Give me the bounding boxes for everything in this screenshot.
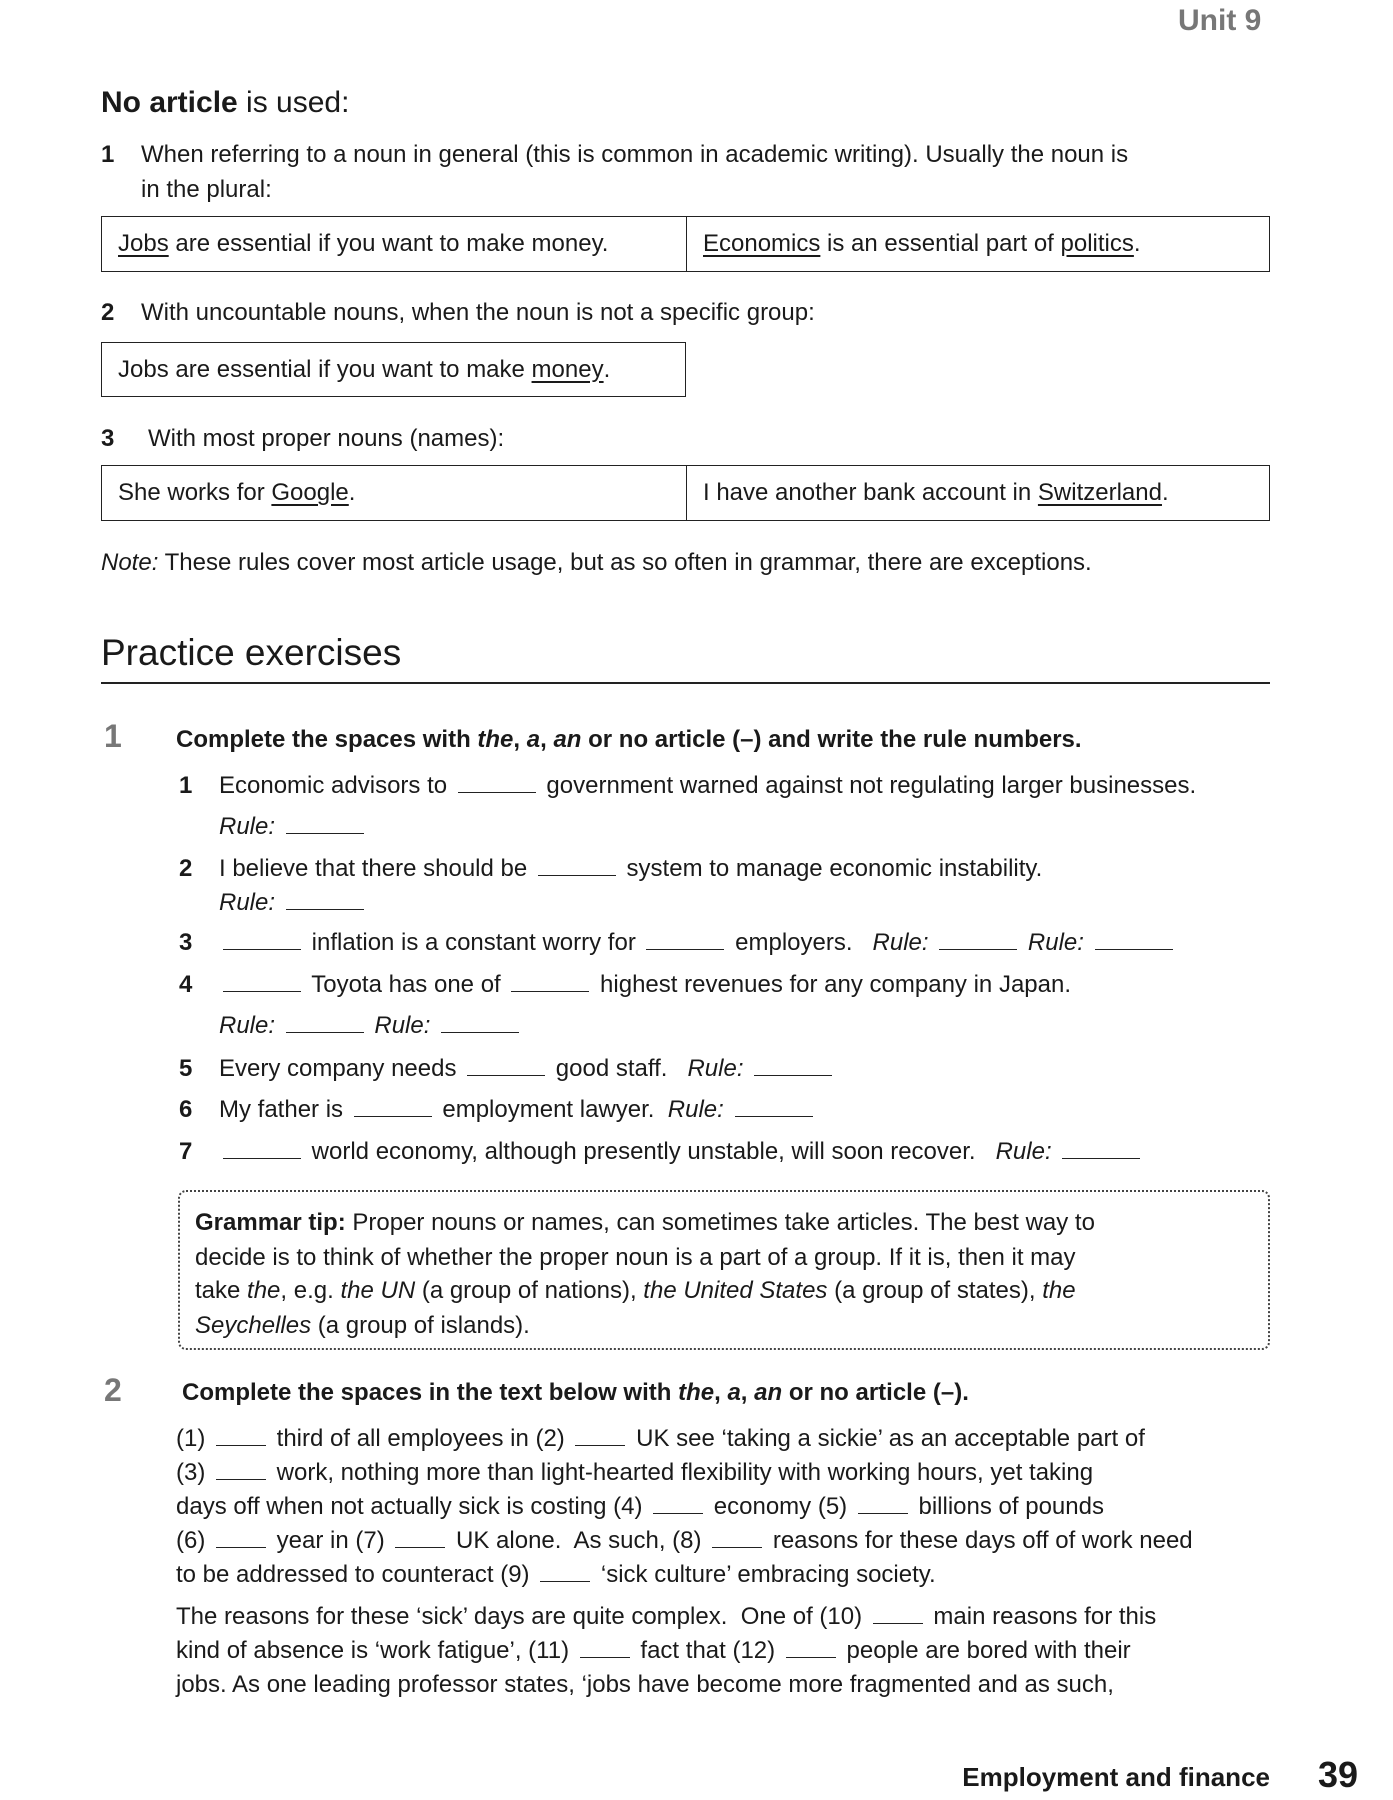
text: reasons for these days off of work need [766, 1527, 1193, 1554]
italic-text: Note: [101, 549, 159, 576]
bold-text: , [714, 1379, 728, 1406]
exercise-item [219, 888, 368, 918]
item-number: 7 [179, 1138, 193, 1165]
text: third of all employees in (2) [270, 1425, 572, 1452]
text: UK alone. As such, (8) [449, 1527, 709, 1554]
text: These rules cover most article usage, but as so often in grammar, there are exceptions. [158, 549, 1092, 576]
answer-blank[interactable] [286, 832, 364, 834]
section-heading [101, 86, 349, 120]
text: Toyota has one of [305, 971, 508, 998]
text: I believe that there should be [219, 855, 534, 882]
text: billions of pounds [911, 1493, 1104, 1520]
answer-blank[interactable] [575, 1444, 625, 1446]
italic-text: Seychelles [195, 1312, 312, 1339]
exercise-item [219, 970, 1071, 1000]
text: highest revenues for any company in Japan. [593, 971, 1071, 998]
answer-blank[interactable] [216, 1546, 266, 1548]
footer-section: Employment and finance [962, 1762, 1270, 1792]
text: are essential if you want to make money. [168, 230, 609, 257]
page-number: 39 [1318, 1754, 1359, 1795]
text: system to manage economic instability. [619, 855, 1043, 882]
answer-blank[interactable] [467, 1074, 545, 1076]
answer-blank[interactable] [1095, 948, 1173, 950]
answer-blank[interactable] [511, 990, 589, 992]
exercise-number: 2 [104, 1372, 122, 1408]
rule-number: 2 [101, 299, 115, 326]
answer-blank[interactable] [786, 1656, 836, 1658]
underlined-word: Jobs [118, 230, 169, 257]
item-number: 1 [179, 772, 193, 799]
text: kind of absence is ‘work fatigue’, (11) [176, 1637, 576, 1664]
answer-blank[interactable] [538, 874, 616, 876]
text: world economy, although presently unstable, will soon recover. [305, 1138, 996, 1165]
rule-number: 1 [101, 141, 115, 168]
tip-line [195, 1311, 530, 1341]
italic-text: Rule: [687, 1055, 751, 1082]
item-number: 4 [179, 971, 193, 998]
italic-text: Rule: [219, 1012, 282, 1039]
unit-label: Unit 9 [1178, 4, 1262, 37]
text: (1) [176, 1425, 212, 1452]
bold-italic-text: an [553, 726, 582, 753]
text: (6) [176, 1527, 212, 1554]
rule-text: in the plural: [141, 176, 272, 203]
text: inflation is a constant worry for [305, 929, 643, 956]
answer-blank[interactable] [735, 1115, 813, 1117]
tip-line [195, 1243, 1076, 1273]
text: to be addressed to counteract (9) [176, 1561, 537, 1588]
rule-text: With most proper nouns (names): [148, 425, 505, 452]
text: work, nothing more than light-hearted flexibility with working hours, yet taking [270, 1459, 1094, 1486]
bold-text: or no article (–) and write the rule numbers. [581, 726, 1082, 753]
rule-number: 3 [101, 425, 115, 452]
bold-text: Grammar tip: [195, 1209, 346, 1236]
underlined-word: money [531, 355, 604, 383]
passage-line [176, 1670, 1114, 1700]
passage-line [176, 1424, 1145, 1454]
italic-text: Rule: [667, 1096, 731, 1123]
answer-blank[interactable] [653, 1512, 703, 1514]
italic-text: the [1042, 1277, 1076, 1304]
passage-line [176, 1492, 1104, 1522]
text: Every company needs [219, 1055, 464, 1082]
bold-text: , [740, 1379, 755, 1406]
text: good staff. [549, 1055, 688, 1082]
example-table [101, 342, 686, 397]
text: . [1133, 230, 1141, 257]
bold-text: Complete the spaces with [176, 726, 478, 753]
exercise-item [219, 928, 1177, 958]
answer-blank[interactable] [216, 1478, 266, 1480]
text: (a group of states), [827, 1277, 1043, 1304]
text: . [1161, 479, 1169, 506]
text: Economic advisors to [219, 772, 454, 799]
title-divider [101, 682, 1270, 684]
underlined-word: Switzerland [1037, 479, 1162, 506]
text: take [195, 1277, 248, 1304]
passage-line [176, 1458, 1093, 1488]
exercise-number: 1 [104, 718, 122, 754]
italic-text: Rule: [1021, 929, 1091, 956]
answer-blank[interactable] [223, 948, 301, 950]
bold-italic-text: an [754, 1379, 783, 1406]
text: decide is to think of whether the proper noun is a part of a group. If it is, then it may [195, 1244, 1076, 1271]
text: Proper nouns or names, can sometimes take articles. The best way to [345, 1209, 1095, 1236]
italic-text: Rule: [872, 929, 936, 956]
answer-blank[interactable] [858, 1512, 908, 1514]
answer-blank[interactable] [458, 791, 536, 793]
text: is used: [237, 86, 350, 119]
answer-blank[interactable] [1062, 1157, 1140, 1159]
text: (3) [176, 1459, 212, 1486]
answer-blank[interactable] [873, 1622, 923, 1624]
item-number: 2 [179, 855, 193, 882]
italic-text: the United States [643, 1277, 828, 1304]
answer-blank[interactable] [939, 948, 1017, 950]
bold-text: or no article (–). [782, 1379, 969, 1406]
text: people are bored with their [839, 1637, 1131, 1664]
example-cell [102, 217, 686, 271]
example-cell [686, 217, 1269, 271]
italic-text: Rule: [219, 889, 282, 916]
example-cell [686, 466, 1269, 520]
text: ‘sick culture’ embracing society. [594, 1561, 936, 1588]
text: economy (5) [707, 1493, 854, 1520]
text: , e.g. [280, 1277, 341, 1304]
example-cell [102, 343, 685, 396]
answer-blank[interactable] [395, 1546, 445, 1548]
text: main reasons for this [926, 1603, 1157, 1630]
practice-title: Practice exercises [101, 632, 402, 673]
answer-blank[interactable] [286, 1031, 364, 1033]
example-table [101, 216, 1270, 272]
passage-line [176, 1560, 936, 1590]
answer-blank[interactable] [354, 1115, 432, 1117]
italic-text: the [247, 1277, 281, 1304]
text: UK see ‘taking a sickie’ as an acceptable part of [629, 1425, 1145, 1452]
exercise-item [219, 1011, 523, 1041]
answer-blank[interactable] [441, 1031, 519, 1033]
exercise-item [219, 771, 1196, 801]
text: She works for [118, 479, 272, 506]
text: . [603, 355, 611, 383]
tip-line [195, 1208, 1095, 1238]
exercise-item [219, 1137, 1144, 1167]
underlined-word: Economics [703, 230, 821, 257]
text: days off when not actually sick is costing (4) [176, 1493, 650, 1520]
item-number: 6 [179, 1096, 193, 1123]
item-number: 3 [179, 929, 193, 956]
underlined-word: politics [1060, 230, 1134, 257]
item-number: 5 [179, 1055, 193, 1082]
text: The reasons for these ‘sick’ days are quite complex. One of (10) [176, 1603, 869, 1630]
answer-blank[interactable] [646, 948, 724, 950]
text: My father is [219, 1096, 350, 1123]
answer-blank[interactable] [540, 1580, 590, 1582]
text: Jobs are essential if you want to make [118, 355, 532, 383]
answer-blank[interactable] [216, 1444, 266, 1446]
text: year in (7) [270, 1527, 392, 1554]
passage-line [176, 1602, 1156, 1632]
answer-blank[interactable] [223, 1157, 301, 1159]
example-table [101, 465, 1270, 521]
text: fact that (12) [633, 1637, 782, 1664]
answer-blank[interactable] [580, 1656, 630, 1658]
bold-italic-text: the [477, 726, 514, 753]
text: . [348, 479, 356, 506]
exercise-instruction [176, 725, 1082, 755]
text: jobs. As one leading professor states, ‘jobs have become more fragmented and as such, [176, 1671, 1114, 1698]
italic-text: the UN [340, 1277, 416, 1304]
text: employment lawyer. [435, 1096, 668, 1123]
example-cell [102, 466, 686, 520]
exercise-item [219, 1054, 836, 1084]
italic-text: Rule: [367, 1012, 438, 1039]
exercise-instruction [182, 1378, 969, 1408]
rule-text: With uncountable nouns, when the noun is not a specific group: [141, 299, 815, 326]
bold-italic-text: a [526, 726, 541, 753]
answer-blank[interactable] [754, 1074, 832, 1076]
bold-text: , [540, 726, 554, 753]
bold-text: Complete the spaces in the text below with [182, 1379, 679, 1406]
passage-line [176, 1636, 1131, 1666]
answer-blank[interactable] [712, 1546, 762, 1548]
text: government warned against not regulating larger businesses. [539, 772, 1197, 799]
exercise-item [219, 812, 368, 842]
exercise-item [219, 854, 1042, 884]
bold-text: No article [101, 86, 238, 119]
text: (a group of nations), [415, 1277, 644, 1304]
bold-italic-text: a [727, 1379, 741, 1406]
italic-text: Rule: [995, 1138, 1059, 1165]
rule-text: When referring to a noun in general (this is common in academic writing). Usually the noun is [141, 141, 1129, 168]
text: is an essential part of [820, 230, 1061, 257]
underlined-word: Google [271, 479, 349, 506]
note [101, 548, 1092, 578]
text: I have another bank account in [703, 479, 1038, 506]
bold-text: , [513, 726, 527, 753]
text: employers. [728, 929, 873, 956]
italic-text: Rule: [219, 813, 282, 840]
passage-line [176, 1526, 1193, 1556]
text: (a group of islands). [311, 1312, 530, 1339]
answer-blank[interactable] [286, 908, 364, 910]
exercise-item [219, 1095, 817, 1125]
tip-line [195, 1276, 1076, 1306]
answer-blank[interactable] [223, 990, 301, 992]
bold-italic-text: the [678, 1379, 715, 1406]
